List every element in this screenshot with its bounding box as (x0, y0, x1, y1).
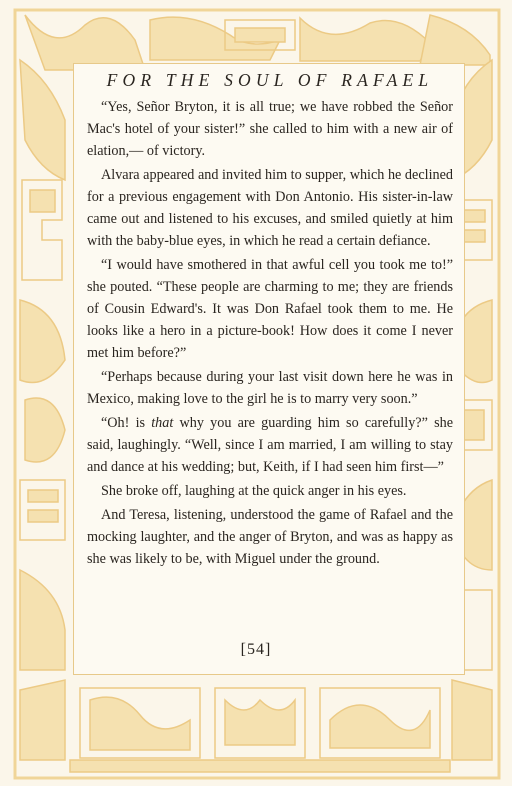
paragraph-7: And Teresa, listening, understood the game of Rafael and the mocking laughter, and the anger of Bryton, and was as happy as she was likely to be, with Miguel under the ground. (87, 507, 453, 567)
paragraph-5-before: “Oh! is (101, 415, 152, 431)
paragraph-2: Alvara appeared and invited him to supper, which he declined for a previous engagement with Don Antonio. His sister-in-law came out and listened to his excuses, and smiled quietly at him with the baby-blue eyes, in which he read a certain defiance. (87, 167, 453, 249)
page-content (87, 70, 453, 572)
paragraph-4: “Perhaps because during your last visit down here he was in Mexico, making love to the girl he is to marry very soon.” (87, 369, 453, 407)
paragraph-3: “I would have smothered in that awful cell you took me to!” she pouted. “These people are charming to me; they are friends of Cousin Edward's. It was Don Rafael took them to me. He looks like a hero in a picture-book! How does it come I never met him before?” (87, 257, 453, 361)
paragraph-5-after: why you are guarding him so carefully?” she said, laughingly. “Well, since I am married, I am willing to stay and dance at his wedding; but, Keith, if I had seen him first—” (87, 415, 453, 475)
paragraph-1: “Yes, Señor Bryton, it is all true; we have robbed the Señor Mac's hotel of your sister!” she called to him with a new air of elation,— of victory. (87, 99, 453, 159)
page-number: [54] (240, 641, 272, 658)
paragraph-6: She broke off, laughing at the quick anger in his eyes. (101, 483, 407, 499)
paragraph-5 (87, 412, 453, 478)
paragraph-5-emphasis: that (151, 415, 174, 431)
running-head: FOR THE SOUL OF RAFAEL (106, 70, 434, 90)
